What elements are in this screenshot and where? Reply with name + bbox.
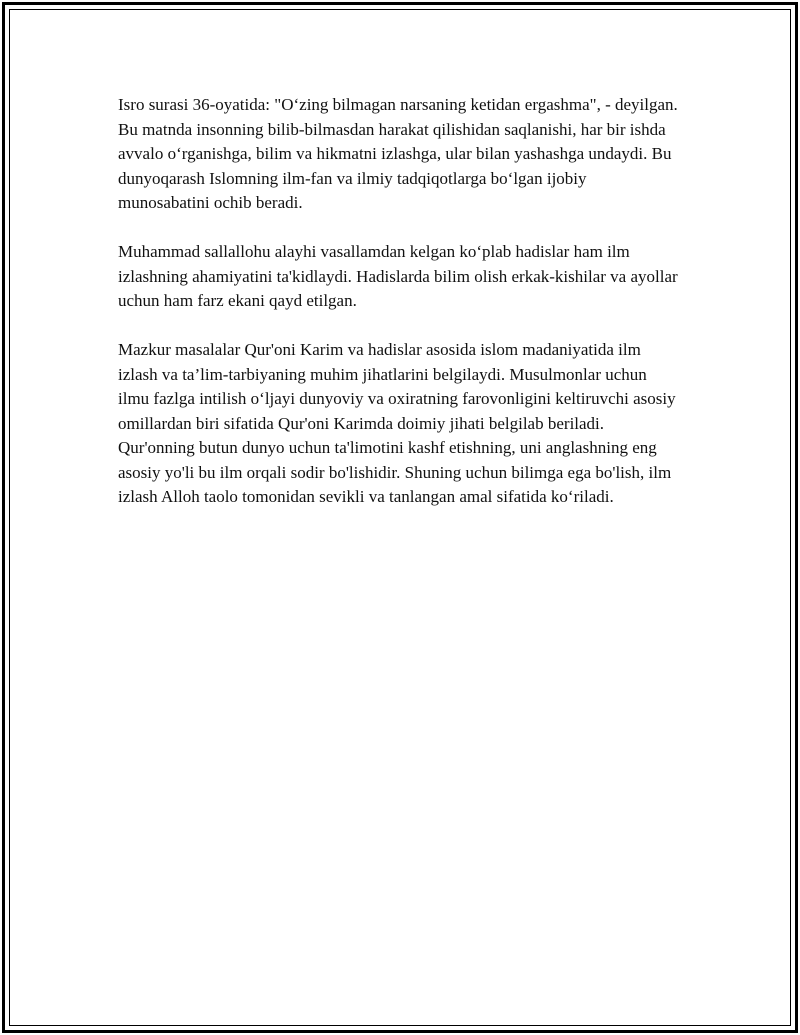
document-body [118,93,682,534]
paragraph-1: Isro surasi 36-oyatida: "O‘zing bilmagan narsaning ketidan ergashma", - deyilgan. Bu matnda insonning bilib-bilmasdan harakat qilishidan saqlanishi, har bir ishda avvalo o‘rganishga, bilim va hikmatni izlashga, ular bilan yashashga undaydi. Bu dunyoqarash Islomning ilm-fan va ilmiy tadqiqotlarga bo‘lgan ijobiy munosabatini ochib beradi. [118,95,678,212]
paragraph-3: Mazkur masalalar Qur'oni Karim va hadislar asosida islom madaniyatida ilm izlash va ta’lim-tarbiyaning muhim jihatlarini belgilaydi. Musulmonlar uchun ilmu fazlga intilish o‘ljayi dunyoviy va oxiratning farovonligini keltiruvchi asosiy omillardan biri sifatida Qur'oni Karimda doimiy jihati belgilab beriladi. Qur'onning butun dunyo uchun ta'limotini kashf etishning, uni anglashning eng asosiy yo'li bu ilm orqali sodir bo'lishidir. Shuning uchun bilimga ega bo'lish, ilm izlash Alloh taolo tomonidan sevikli va tanlangan amal sifatida ko‘riladi. [118,340,676,506]
paragraph-2: Muhammad sallallohu alayhi vasallamdan kelgan ko‘plab hadislar ham ilm izlashning ahamiyatini ta'kidlaydi. Hadislarda bilim olish erkak-kishilar va ayollar uchun ham farz ekani qayd etilgan. [118,242,678,310]
